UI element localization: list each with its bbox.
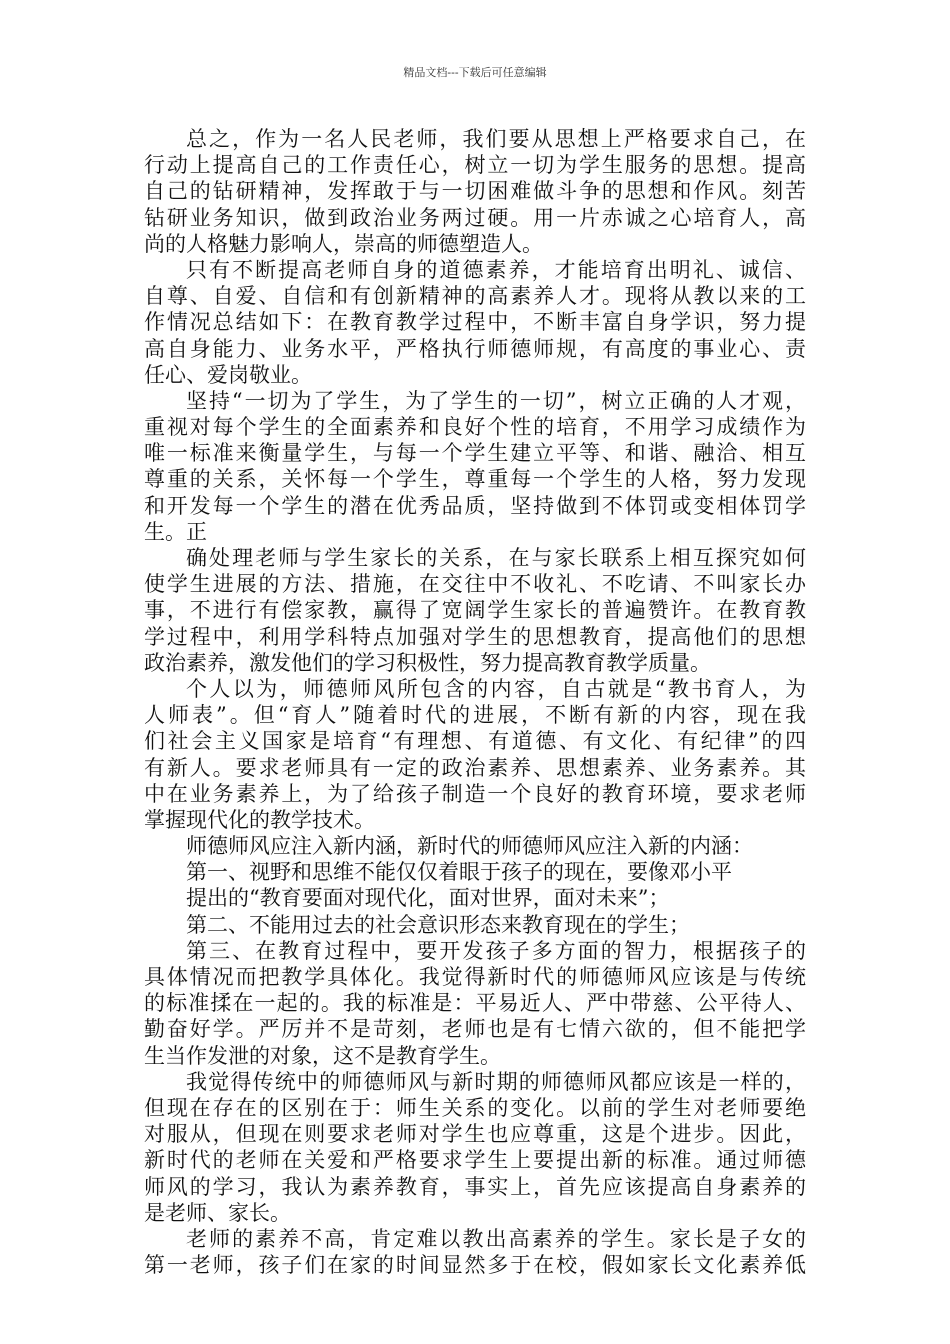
document-body <box>144 126 806 1278</box>
text-line: 总之，作为一名人民老师，我们要从思想上严格要求自己，在 <box>186 127 806 151</box>
text-line: 们社会主义国家是培育“有理想、有道德、有文化、有纪律”的四 <box>144 729 806 754</box>
text-line: 提出的“教育要面对现代化，面对世界，面对未来”； <box>186 886 670 911</box>
text-line: 自尊、自爱、自信和有创新精神的高素养人才。现将从教以来的工 <box>144 284 806 309</box>
text-line: 生。正 <box>144 519 207 544</box>
text-line: 重视对每个学生的全面素养和良好个性的培育，不用学习成绩作为 <box>144 415 806 440</box>
text-line: 学过程中，利用学科特点加强对学生的思想教育，提高他们的思想 <box>144 624 806 649</box>
text-line: 事，不进行有偿家教，赢得了宽阔学生家长的普遍赞许。在教育教 <box>144 598 806 623</box>
text-line: 生当作发泄的对象，这不是教育学生。 <box>144 1043 501 1068</box>
text-line: 坚持“一切为了学生，为了学生的一切”，树立正确的人才观， <box>186 388 806 413</box>
text-line: 政治素养，激发他们的学习积极性，努力提高教育教学质量。 <box>144 650 711 675</box>
text-line: 掌握现代化的教学技术。 <box>144 807 375 832</box>
text-line: 高自身能力、业务水平，严格执行师德师规，有高度的事业心、责 <box>144 336 806 361</box>
text-line: 老师的素养不高，肯定难以教出高素养的学生。家长是子女的 <box>186 1226 806 1251</box>
text-line: 钻研业务知识，做到政治业务两过硬。用一片赤诚之心培育人，高 <box>144 205 806 230</box>
text-line: 尚的人格魅力影响人，崇高的师德塑造人。 <box>144 231 543 256</box>
text-line: 个人以为，师德师风所包含的内容，自古就是“教书育人，为 <box>186 676 806 701</box>
text-line: 新时代的老师在关爱和严格要求学生上要提出新的标准。通过师德 <box>144 1148 806 1173</box>
text-line: 第二、不能用过去的社会意识形态来教育现在的学生； <box>186 912 690 937</box>
text-line: 尊重的关系，关怀每一个学生，尊重每一个学生的人格，努力发现 <box>144 467 806 492</box>
text-line: 自己的钻研精神，发挥敢于与一切困难做斗争的思想和作风。刻苦 <box>144 179 806 204</box>
text-line: 是老师、家长。 <box>144 1200 291 1225</box>
text-line: 任心、爱岗敬业。 <box>144 362 312 387</box>
text-line: 只有不断提高老师自身的道德素养，才能培育出明礼、诚信、 <box>186 257 806 282</box>
text-line: 唯一标准来衡量学生，与每一个学生建立平等、和谐、融洽、相互 <box>144 441 806 466</box>
text-line: 勤奋好学。严厉并不是苛刻，老师也是有七情六欲的，但不能把学 <box>144 1017 806 1042</box>
text-line: 第一、视野和思维不能仅仅着眼于孩子的现在，要像邓小平 <box>186 860 732 885</box>
text-line: 师德师风应注入新内涵，新时代的师德师风应注入新的内涵： <box>186 834 753 859</box>
text-line: 师风的学习，我认为素养教育，事实上，首先应该提高自身素养的 <box>144 1174 806 1199</box>
text-line: 确处理老师与学生家长的关系，在与家长联系上相互探究如何 <box>186 546 806 570</box>
text-line: 第一老师，孩子们在家的时间显然多于在校，假如家长文化素养低 <box>144 1253 806 1278</box>
text-line: 但现在存在的区别在于：师生关系的变化。以前的学生对老师要绝 <box>144 1095 806 1120</box>
page-header: 精品文档---下载后可任意编辑 <box>403 66 547 79</box>
text-line: 有新人。要求老师具有一定的政治素养、思想素养、业务素养。其 <box>144 755 806 780</box>
text-line: 具体情况而把教学具体化。我觉得新时代的师德师风应该是与传统 <box>144 965 806 989</box>
text-line: 我觉得传统中的师德师风与新时期的师德师风都应该是一样的， <box>186 1069 806 1094</box>
text-line: 作情况总结如下：在教育教学过程中，不断丰富自身学识，努力提 <box>144 310 806 335</box>
text-line: 行动上提高自己的工作责任心，树立一切为学生服务的思想。提高 <box>144 153 806 178</box>
text-line: 对服从，但现在则要求老师对学生也应尊重，这是个进步。因此， <box>144 1122 806 1147</box>
text-line: 和开发每一个学生的潜在优秀品质，坚持做到不体罚或变相体罚学 <box>144 493 806 518</box>
text-line: 的标准揉在一起的。我的标准是：平易近人、严中带慈、公平待人、 <box>144 991 806 1016</box>
text-line: 第三、在教育过程中，要开发孩子多方面的智力，根据孩子的 <box>186 938 806 963</box>
text-line: 使学生进展的方法、措施，在交往中不收礼、不吃请、不叫家长办 <box>144 572 806 597</box>
text-line: 中在业务素养上，为了给孩子制造一个良好的教育环境，要求老师 <box>144 781 806 806</box>
text-line: 人师表”。但“育人”随着时代的进展，不断有新的内容，现在我 <box>144 703 806 728</box>
